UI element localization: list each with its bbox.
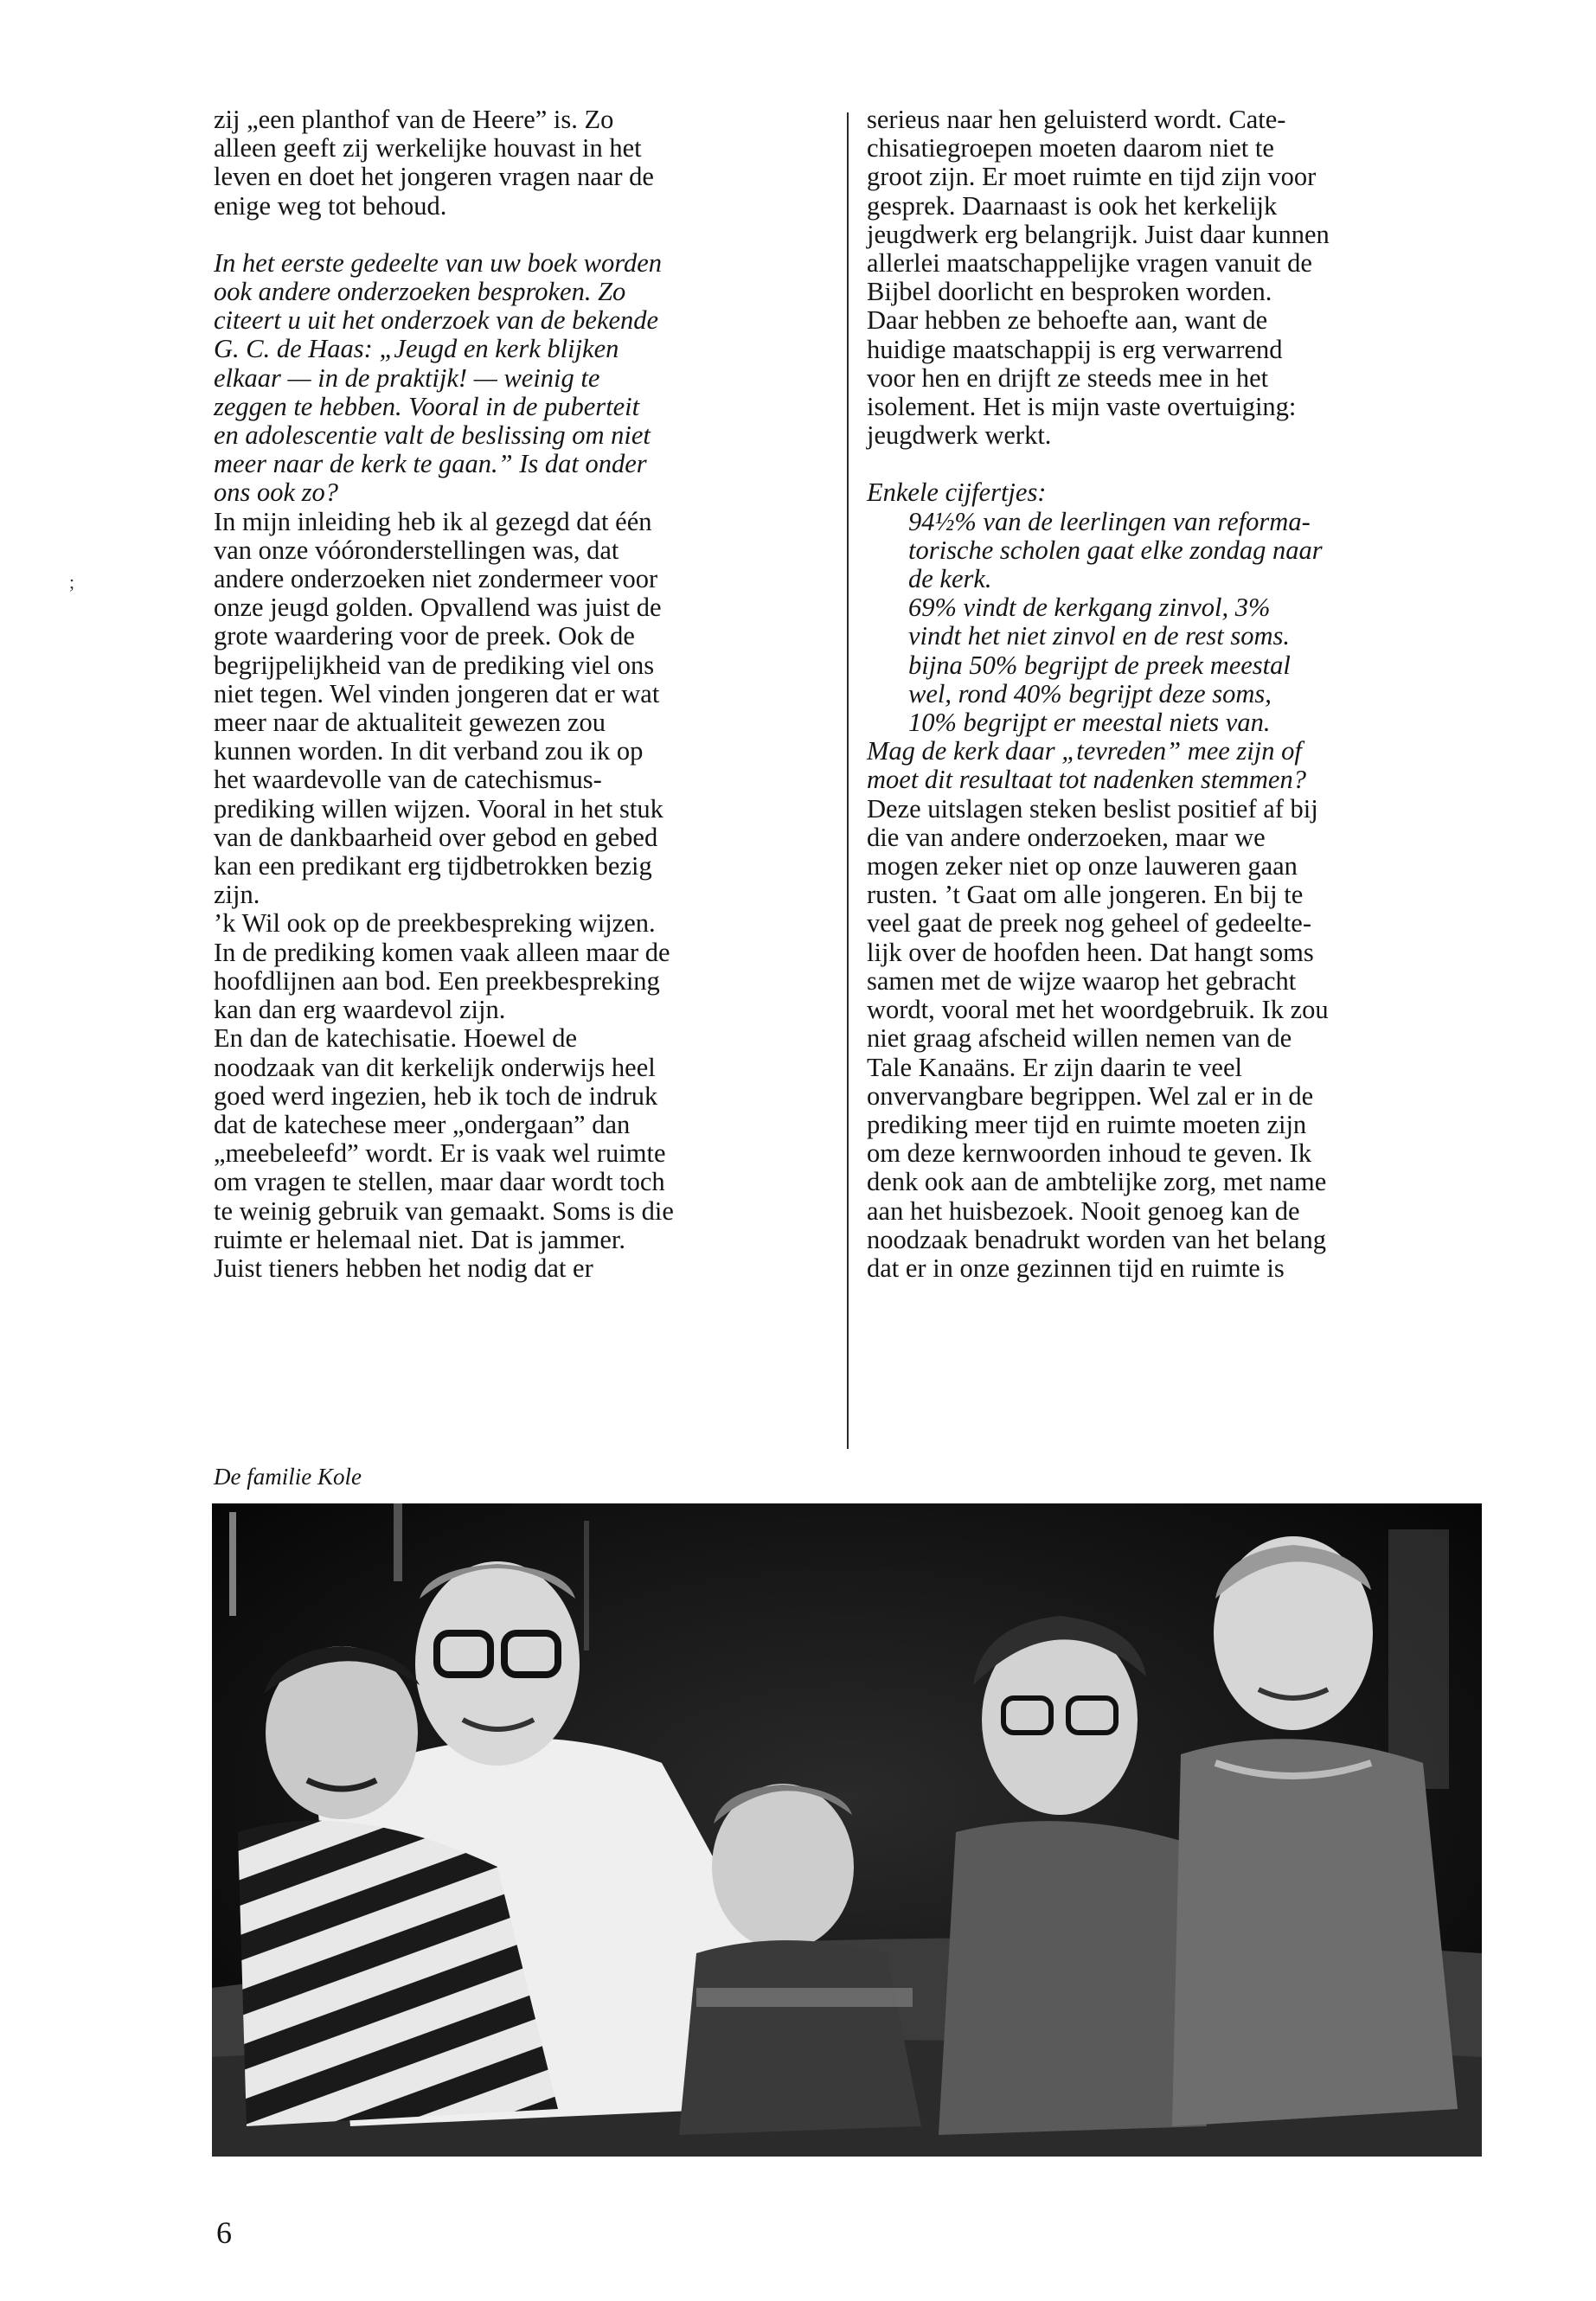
text-line: jeugdwerk werkt. [867, 420, 1052, 451]
text-line: dat de katechese meer „ondergaan” dan [214, 1109, 631, 1139]
interview-answer-2 [867, 795, 1483, 1283]
text-line: G. C. de Haas: „Jeugd en kerk blijken [214, 334, 619, 364]
column-divider [847, 112, 849, 1449]
text-line: het waardevolle van de catechismus- [214, 765, 602, 795]
text-line: 94½% van de leerlingen van reforma- [908, 506, 1311, 536]
text-line: veel gaat de preek nog geheel of gedeelte- [867, 908, 1311, 939]
text-line: meer naar de kerk te gaan.” Is dat onder [214, 449, 647, 479]
text-line: lijk over de hoofden heen. Dat hangt soms [867, 937, 1314, 967]
text-line: onze jeugd golden. Opvallend was juist de [214, 593, 662, 623]
text-line: kan een predikant erg tijdbetrokken bezig [214, 851, 652, 881]
text-line: Tale Kanaäns. Er zijn daarin te veel [867, 1052, 1242, 1082]
page-number: 6 [216, 2215, 232, 2250]
interview-question [214, 249, 835, 508]
family-photo-illustration [212, 1503, 1482, 2157]
text-line: ons ook zo? [214, 478, 339, 508]
left-column [214, 106, 835, 1283]
text-line: alleen geeft zij werkelijke houvast in het [214, 133, 642, 163]
text-line: de kerk. [908, 564, 992, 594]
family-photo [212, 1503, 1482, 2157]
text-line: kunnen worden. In dit verband zou ik op [214, 736, 644, 766]
text-line: van de dankbaarheid over gebod en gebed [214, 822, 658, 852]
text-line: leven en doet het jongeren vragen naar de [214, 162, 654, 192]
text-line: ruimte er helemaal niet. Dat is jammer. [214, 1224, 625, 1254]
text-line: mogen zeker niet op onze lauweren gaan [867, 851, 1298, 881]
text-line: zij „een planthof van de Heere” is. Zo [214, 105, 614, 134]
text-line: groot zijn. Er moet ruimte en tijd zijn voor [867, 162, 1317, 192]
text-line: gesprek. Daarnaast is ook het kerkelijk [867, 190, 1278, 221]
statistics-block [867, 478, 1483, 794]
text-line: torische scholen gaat elke zondag naar [908, 535, 1323, 565]
text-line: die van andere onderzoeken, maar we [867, 822, 1266, 852]
text-line: Bijbel doorlicht en besproken worden. [867, 277, 1272, 307]
text-line: noodzaak van dit kerkelijk onderwijs heel [214, 1052, 656, 1082]
text-line: prediking meer tijd en ruimte moeten zijn [867, 1109, 1307, 1139]
text-line: huidige maatschappij is erg verwarrend [867, 334, 1283, 364]
text-line: andere onderzoeken niet zondermeer voor [214, 564, 658, 594]
text-line: om deze kernwoorden inhoud te geven. Ik [867, 1138, 1312, 1169]
right-column [867, 106, 1483, 1283]
text-line: om vragen te stellen, maar daar wordt toch [214, 1167, 665, 1197]
text-line: wel, rond 40% begrijpt deze soms, [908, 678, 1272, 708]
text-line: en adolescentie valt de beslissing om niet [214, 420, 651, 451]
text-line: chisatiegroepen moeten daarom niet te [867, 133, 1274, 163]
text-line: citeert u uit het onderzoek van de bekende [214, 305, 659, 336]
text-line: grote waardering voor de preek. Ook de [214, 621, 635, 651]
text-line: goed werd ingezien, heb ik toch de indruk [214, 1080, 658, 1111]
margin-mark: ; [69, 571, 75, 593]
left-para-intro [214, 106, 835, 221]
right-para-continued [867, 106, 1483, 450]
text-line: elkaar — in de praktijk! — weinig te [214, 362, 600, 393]
text-line: voor hen en drijft ze steeds mee in het [867, 362, 1269, 393]
text-line: ook andere onderzoeken besproken. Zo [214, 277, 626, 307]
text-line: niet tegen. Wel vinden jongeren dat er wat [214, 678, 660, 708]
text-line: Daar hebben ze behoefte aan, want de [867, 305, 1268, 336]
text-line: enige weg tot behoud. [214, 190, 447, 221]
text-line: hoofdlijnen aan bod. Een preekbespreking [214, 965, 660, 996]
text-line: noodzaak benadrukt worden van het belang [867, 1224, 1327, 1254]
text-line: te weinig gebruik van gemaakt. Soms is die [214, 1195, 674, 1226]
text-line: van onze vóóronderstellingen was, dat [214, 535, 619, 565]
text-line: Mag de kerk daar „tevreden” mee zijn of [867, 736, 1302, 766]
statistics-list [867, 508, 1483, 738]
text-line: zeggen te hebben. Vooral in de puberteit [214, 391, 640, 421]
text-line: onvervangbare begrippen. Wel zal er in de [867, 1080, 1314, 1111]
text-line: 10% begrijpt er meestal niets van. [908, 708, 1271, 738]
text-line: prediking willen wijzen. Vooral in het stuk [214, 793, 663, 824]
text-line: jeugdwerk erg belangrijk. Juist daar kunnen [867, 219, 1330, 249]
text-line: En dan de katechisatie. Hoewel de [214, 1023, 578, 1054]
text-line: niet graag afscheid willen nemen van de [867, 1023, 1292, 1054]
text-line: isolement. Het is mijn vaste overtuiging: [867, 392, 1297, 422]
text-line: wordt, vooral met het woordgebruik. Ik zou [867, 995, 1329, 1025]
text-line: In het eerste gedeelte van uw boek worden [214, 247, 663, 278]
text-line: kan dan erg waardevol zijn. [214, 995, 506, 1025]
text-line: moet dit resultaat tot nadenken stemmen? [867, 765, 1306, 795]
text-line: aan het huisbezoek. Nooit genoeg kan de [867, 1195, 1300, 1226]
text-line: bijna 50% begrijpt de preek meestal [908, 650, 1291, 680]
text-line: meer naar de aktualiteit gewezen zou [214, 708, 606, 738]
interview-answer [214, 508, 835, 1283]
text-line: allerlei maatschappelijke vragen vanuit de [867, 248, 1312, 279]
text-line: Deze uitslagen steken beslist positief af bij [867, 793, 1318, 824]
statistics-heading: Enkele cijfertjes: [867, 478, 1047, 508]
text-line: zijn. [214, 880, 260, 910]
text-line: vindt het niet zinvol en de rest soms. [908, 621, 1291, 651]
text-line: In mijn inleiding heb ik al gezegd dat één [214, 506, 652, 536]
text-line: rusten. ’t Gaat om alle jongeren. En bij te [867, 880, 1304, 910]
text-line: ’k Wil ook op de preekbespreking wijzen. [214, 908, 656, 939]
text-line: 69% vindt de kerkgang zinvol, 3% [908, 593, 1271, 623]
text-line: denk ook aan de ambtelijke zorg, met name [867, 1167, 1327, 1197]
text-line: „meebeleefd” wordt. Er is vaak wel ruimte [214, 1138, 666, 1169]
text-line: serieus naar hen geluisterd wordt. Cate- [867, 105, 1286, 134]
photo-caption: De familie Kole [214, 1464, 362, 1490]
text-line: samen met de wijze waarop het gebracht [867, 965, 1297, 996]
text-line: begrijpelijkheid van de prediking viel ons [214, 650, 655, 680]
text-line: dat er in onze gezinnen tijd en ruimte is [867, 1253, 1285, 1283]
text-line: Juist tieners hebben het nodig dat er [214, 1253, 593, 1283]
text-line: In de prediking komen vaak alleen maar de [214, 937, 670, 967]
